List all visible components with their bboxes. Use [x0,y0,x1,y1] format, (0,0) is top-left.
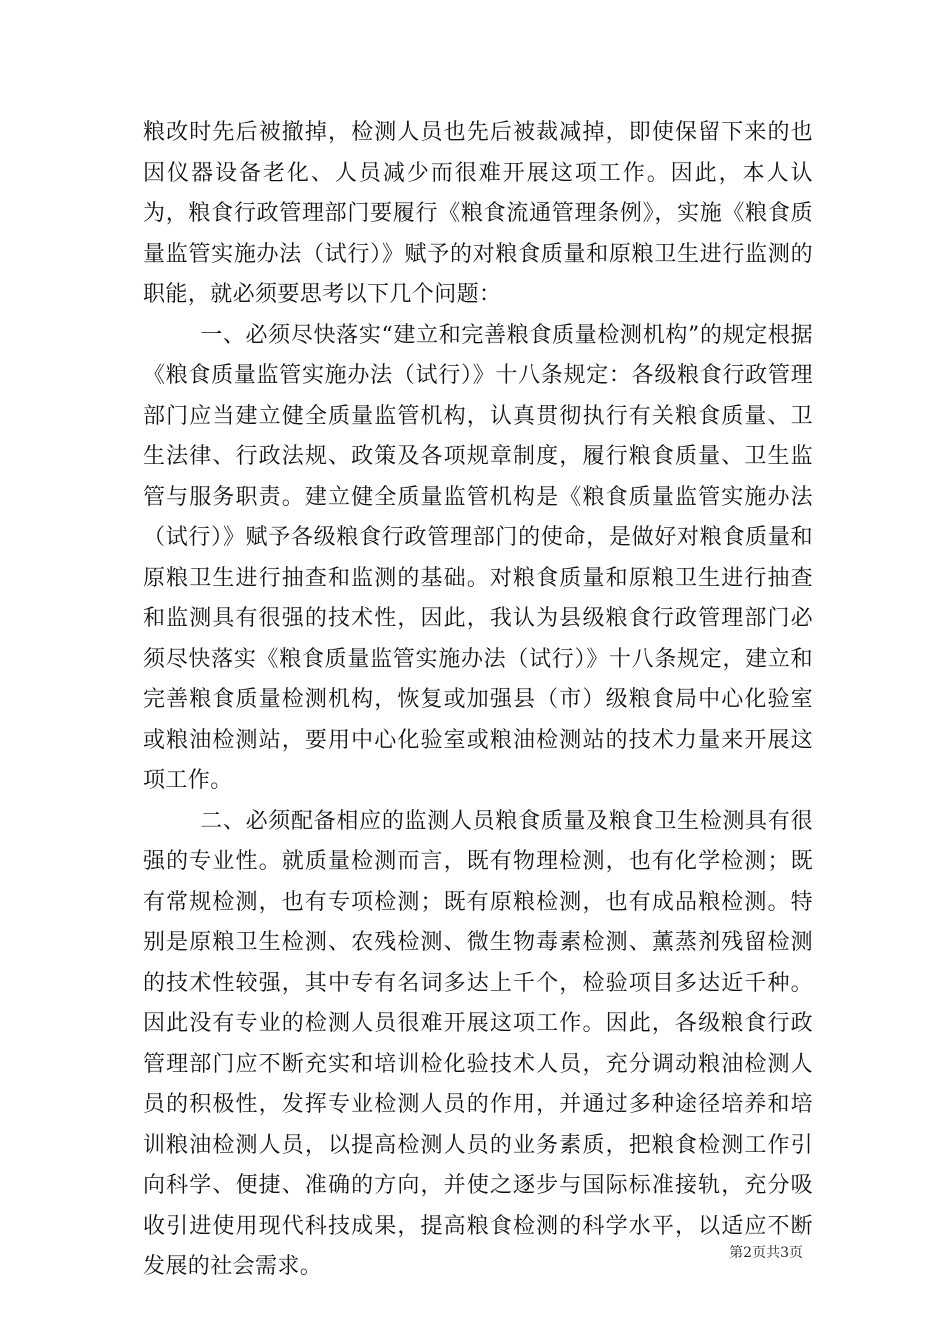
paragraph-section-one: 一、必须尽快落实“建立和完善粮食质量检测机构”的规定根据《粮食质量监管实施办法（试行）》十八条规定：各级粮食行政管理部门应当建立健全质量监管机构，认真贯彻执行有关粮食质量、卫生法律、行政法规、政策及各项规章制度，履行粮食质量、卫生监管与服务职责。建立健全质量监管机构是《粮食质量监管实施办法（试行）》赋予各级粮食行政管理部门的使命，是做好对粮食质量和原粮卫生进行抽查和监测的基础。对粮食质量和原粮卫生进行抽查和监测具有很强的技术性，因此，我认为县级粮食行政管理部门必须尽快落实《粮食质量监管实施办法（试行）》十八条规定，建立和完善粮食质量检测机构，恢复或加强县（市）级粮食局中心化验室或粮油检测站，要用中心化验室或粮油检测站的技术力量来开展这项工作。 [143,322,813,793]
paragraph-section-two: 二、必须配备相应的监测人员粮食质量及粮食卫生检测具有很强的专业性。就质量检测而言，既有物理检测，也有化学检测；既有常规检测，也有专项检测；既有原粮检测，也有成品粮检测。特别是原粮卫生检测、农残检测、微生物毒素检测、薰蒸剂残留检测的技术性较强，其中专有名词多达上千个，检验项目多达近千种。因此没有专业的检测人员很难开展这项工作。因此，各级粮食行政管理部门应不断充实和培训检化验技术人员，充分调动粮油检测人员的积极性，发挥专业检测人员的作用，并通过多种途径培养和培训粮油检测人员，以提高检测人员的业务素质，把粮食检测工作引向科学、便捷、准确的方向，并使之逐步与国际标准接轨，充分吸收引进使用现代科技成果，提高粮食检测的科学水平，以适应不断发展的社会需求。 [143,808,813,1279]
page-footer [729,1244,803,1262]
paragraph-continuation: 粮改时先后被撤掉，检测人员也先后被裁减掉，即使保留下来的也因仪器设备老化、人员减少而很难开展这项工作。因此，本人认为，粮食行政管理部门要履行《粮食流通管理条例》，实施《粮食质量监管实施办法（试行）》赋予的对粮食质量和原粮卫生进行监测的职能，就必须要思考以下几个问题： [143,120,813,307]
page-number-label: 第2页共3页 [729,1245,803,1261]
document-body [143,113,813,1288]
